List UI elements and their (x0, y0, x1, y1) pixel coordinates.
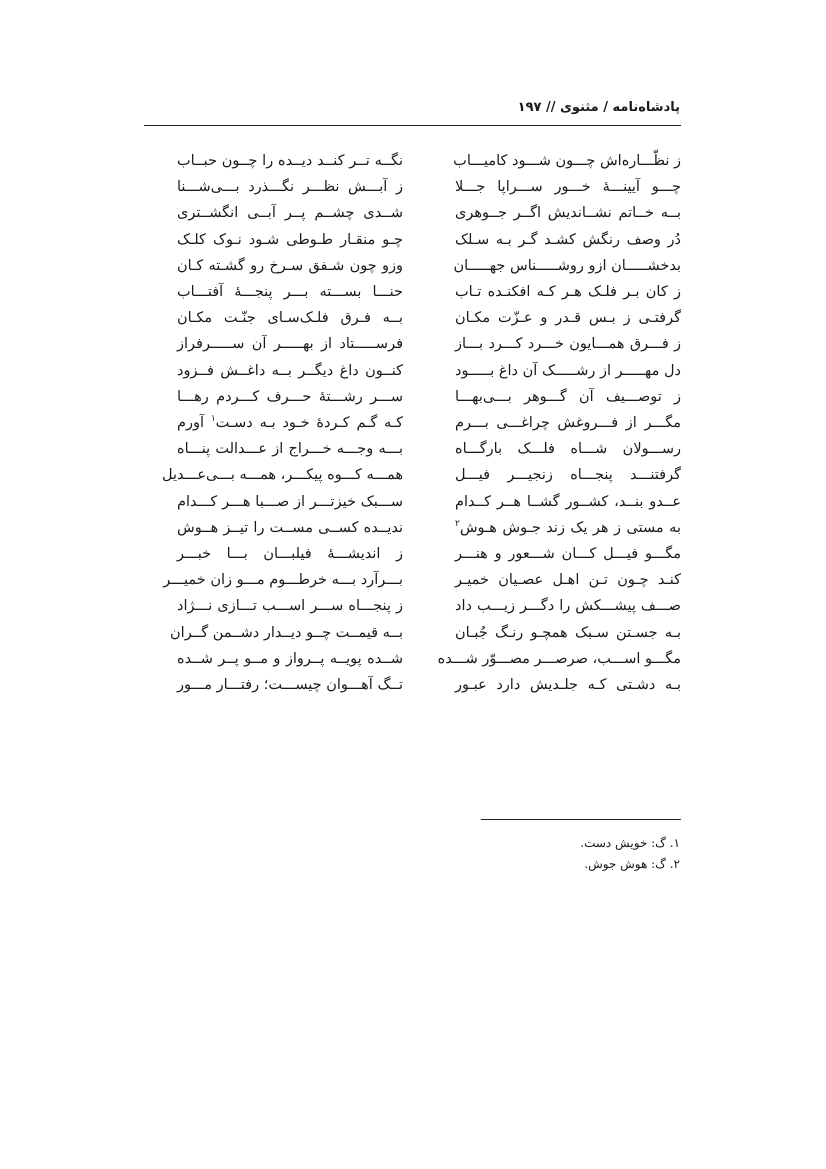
hemistich-first: بـه جسـتن سـبک همچـو رنـگ جُبـان (455, 624, 681, 641)
couplet (144, 541, 681, 567)
hemistich-second: ســـبک خیزتـــر از صـــبا هـــر کـــدام (177, 493, 403, 510)
hemistich-first: ز کان بـر فلـک هـر کـه افکنـده تـاب (455, 284, 681, 300)
hemistich-first: ز توصـــیف آن گـــوهر بـــی‌بهـــا (455, 388, 681, 405)
hemistich-second: بــه قیمــت چــو دیــدار دشــمن گــران (170, 624, 403, 641)
couplet (144, 489, 681, 515)
hemistich-second: همـــه کـــوه پیکـــر، همـــه بـــی‌عـــدیل (162, 467, 403, 484)
hemistich-second: ندیــده کســی مســت را تیــز هــوش (177, 519, 403, 536)
couplet (144, 148, 681, 174)
hemistich-first: گرفتـی ز بـس قـدر و عـزّت مکـان (455, 310, 681, 327)
hemistich-second: وزو چون شـفق سـرخ رو گشـته کـان (177, 257, 403, 274)
hemistich-second: کـه گـم کـردهٔ خـود بـه دسـت$^۱$ آورم (177, 414, 403, 431)
couplet (144, 646, 681, 672)
hemistich-second: نگــه تــر کنــد دیــده را چــون حبــاب (177, 153, 403, 169)
footnote-marker: ۱ (210, 414, 216, 425)
couplet (144, 593, 681, 619)
hemistich-first: چـــو آیینـــهٔ خـــور ســـراپا جـــلا (455, 179, 681, 196)
couplet (144, 567, 681, 593)
hemistich-first: بــه خــاتم نشــاندیش اگــر جــوهری (455, 205, 681, 222)
footnote-divider (481, 819, 681, 820)
couplet (144, 279, 681, 305)
hemistich-first: مگـــر از فـــروغش چراغـــی بـــرم (455, 415, 681, 431)
hemistich-first: بـه دشـتی کـه جلـدیش دارد عبـور (455, 677, 681, 693)
hemistich-second: شــدی چشــم پــر آبــی انگشــتری (177, 205, 403, 222)
hemistich-first: رســـولان شـــاه فلـــک بارگـــاه (455, 441, 681, 458)
couplet (144, 331, 681, 357)
running-header (144, 100, 680, 124)
hemistich-second: بــه فـرق فلـک‌سـای جنّـت مکـان (177, 310, 403, 327)
hemistich-second: کنــون داغ دیگــر بــه داغــش فــزود (177, 362, 403, 379)
hemistich-first: بدخشـــــان ازو روشـــــناس جهـــــان (453, 257, 681, 274)
couplet (144, 305, 681, 331)
couplet (144, 436, 681, 462)
couplet (144, 358, 681, 384)
footnote-1: ۱. گ: خویش دست. (580, 836, 680, 850)
hemistich-first: ز نظّـــاره‌اش چـــون شـــود کامیـــاب (453, 153, 681, 169)
hemistich-second: ز پنجـــاه ســـر اســـب تـــازی نـــژاد (177, 598, 403, 615)
couplet (144, 200, 681, 226)
footnote-2: ۲. گ: هوش جوش. (584, 857, 680, 871)
hemistich-first: ز فـــرق همـــایون خـــرد کـــرد بـــاز (455, 336, 681, 353)
running-header-text: پادشاه‌نامه / مثنوی // ۱۹۷ (517, 100, 680, 115)
hemistich-second: ز آبـــش نظـــر نگـــذرد بـــی‌شـــنا (177, 179, 403, 196)
hemistich-first: عــدو بنــد، کشــور گشــا هــر کــدام (455, 493, 681, 510)
hemistich-first: دل مهـــــر از رشـــــک آن داغ بـــــود (455, 362, 681, 379)
hemistich-second: بـــرآرد بـــه خرطـــوم مـــو زان خمیـــر (163, 572, 403, 589)
poem-body (144, 148, 681, 778)
hemistich-first: مگـــو فیـــل کـــان شـــعور و هنـــر (455, 546, 681, 562)
couplet (144, 227, 681, 253)
footnote-marker: ۲ (455, 518, 460, 529)
hemistich-first: صـــف پیشـــکش را دگـــر زیـــب داد (455, 598, 681, 615)
couplet (144, 174, 681, 200)
hemistich-first: دُر وصف رنگش کشـد گـر بـه سـلک (455, 231, 681, 248)
hemistich-second: تــگ آهـــوان چیســـت؛ رفتـــار مـــور (177, 677, 403, 693)
header-divider (144, 125, 681, 126)
couplet (144, 462, 681, 488)
hemistich-first: مگـــو اســـب، صرصـــر مصـــوّر شـــده (437, 650, 681, 667)
couplet (144, 410, 681, 436)
couplet (144, 515, 681, 541)
hemistich-second: ســـر رشـــتهٔ حـــرف کـــردم رهـــا (177, 388, 403, 405)
hemistich-second: ز اندیشـــهٔ فیلبـــان بـــا خبـــر (177, 546, 403, 562)
footnotes (380, 833, 680, 875)
couplet (144, 384, 681, 410)
hemistich-second: شــده پویــه پــرواز و مــو پــر شــده (177, 650, 403, 667)
hemistich-first: به مستی ز هر یک زند جـوش هـوش$^۲$ (455, 518, 681, 536)
couplet (144, 672, 681, 698)
couplet (144, 620, 681, 646)
hemistich-second: فرســـــتاد از بهـــــر آن ســـــرفراز (177, 336, 403, 353)
hemistich-first: گرفتنـــد پنجـــاه زنجیـــر فیـــل (455, 467, 681, 484)
hemistich-first: کنـد چـون تـن اهـل عصـیان خمیـر (455, 572, 681, 589)
hemistich-second: بـــه وجـــه خـــراج از عـــدالت پنـــاه (177, 441, 403, 458)
hemistich-second: چـو منقـار طـوطی شـود نـوک کلـک (177, 231, 403, 248)
couplet (144, 253, 681, 279)
hemistich-second: حنـــا بســـته بـــر پنجـــهٔ آفتـــاب (177, 284, 403, 300)
